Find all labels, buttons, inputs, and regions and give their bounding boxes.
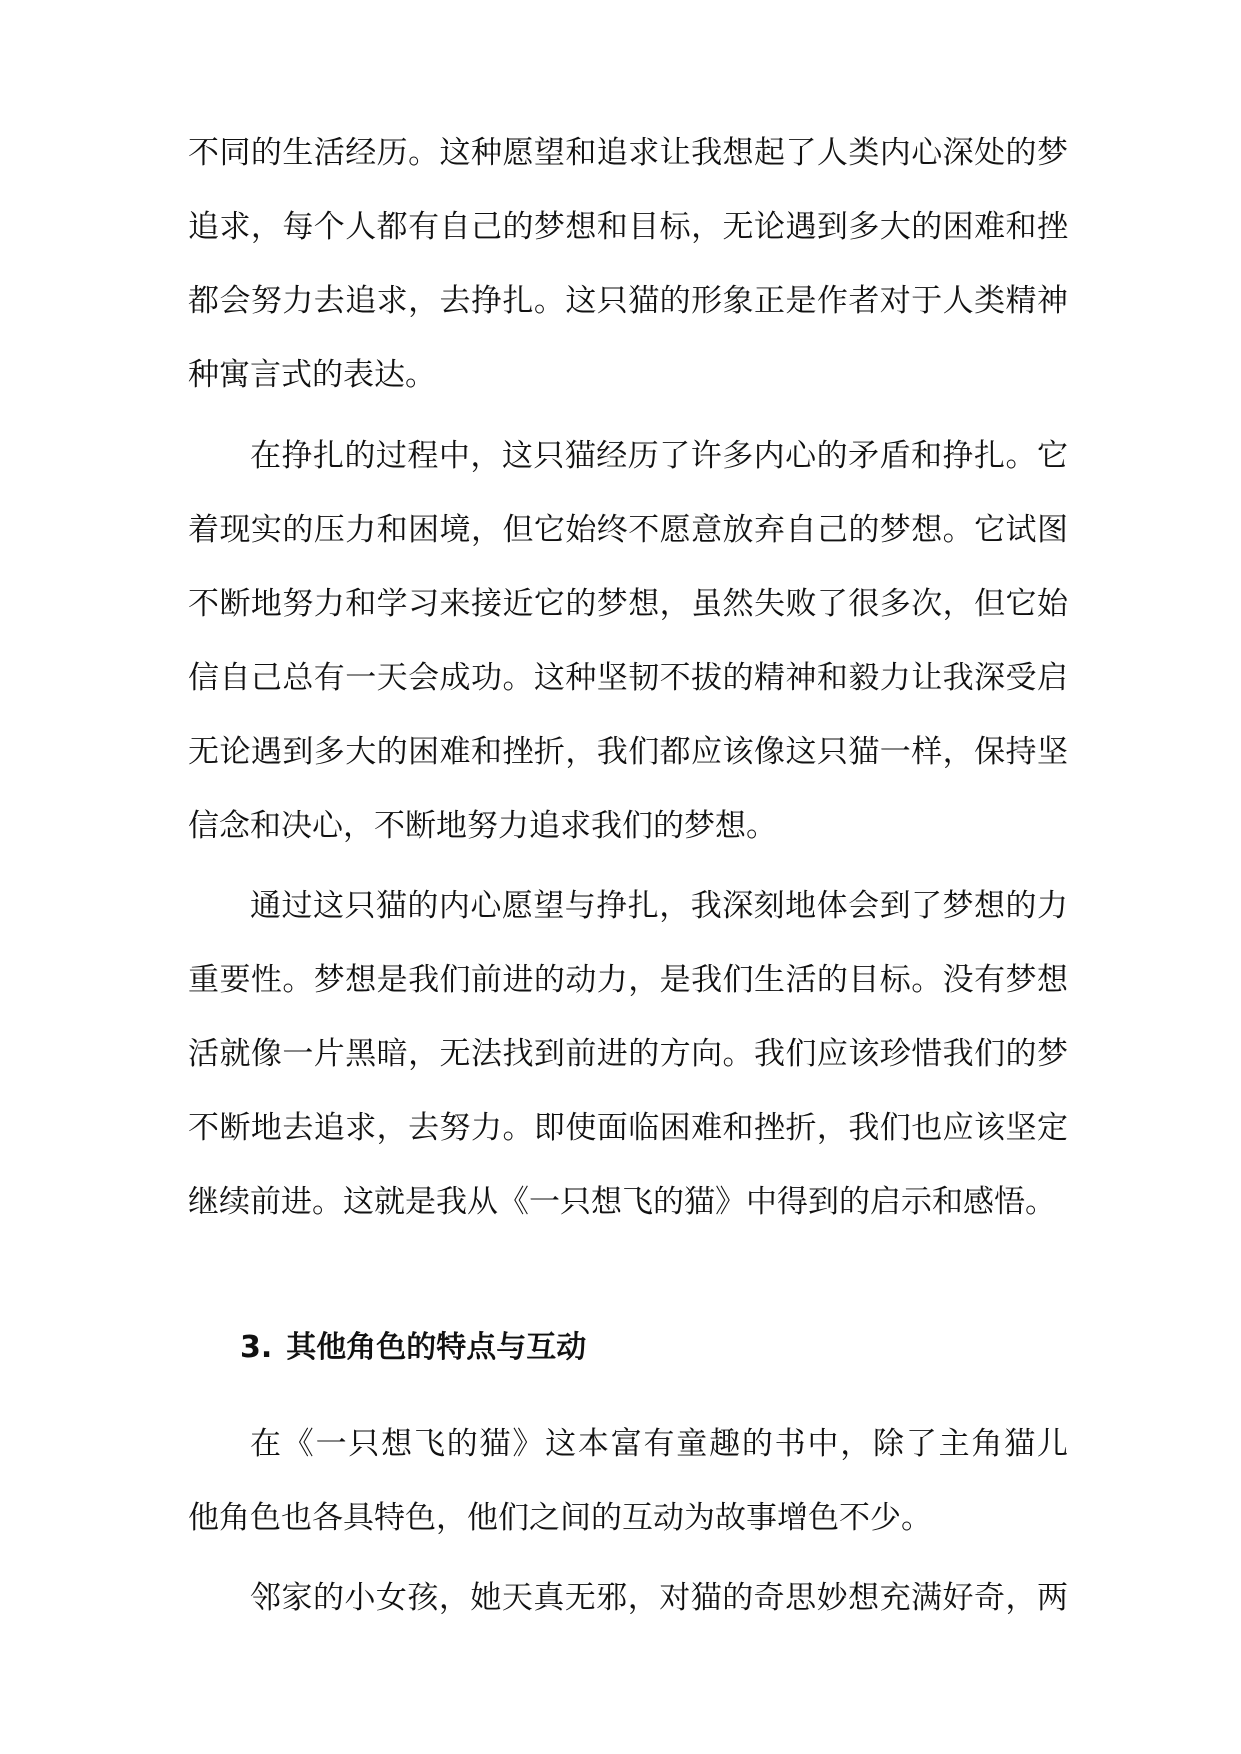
text-line: 不同的生活经历。这种愿望和追求让我想起了人类内心深处的梦 <box>188 135 1068 171</box>
text-line: 着现实的压力和困境，但它始终不愿意放弃自己的梦想。它试图 <box>188 512 1068 548</box>
text-line: 不断地努力和学习来接近它的梦想，虽然失败了很多次，但它始 <box>188 586 1068 622</box>
text-line: 重要性。梦想是我们前进的动力，是我们生活的目标。没有梦想 <box>188 962 1068 998</box>
section-heading <box>240 1318 586 1378</box>
text-line: 无论遇到多大的困难和挫折，我们都应该像这只猫一样，保持坚 <box>188 734 1068 770</box>
text-line: 都会努力去追求，去挣扎。这只猫的形象正是作者对于人类精神 <box>188 283 1068 319</box>
text-line: 他角色也各具特色，他们之间的互动为故事增色不少。 <box>188 1500 932 1536</box>
text-line: 信念和决心，不断地努力追求我们的梦想。 <box>188 808 777 844</box>
paragraph-first-line: 通过这只猫的内心愿望与挣扎，我深刻地体会到了梦想的力 <box>250 888 1068 924</box>
section-title: 其他角色的特点与互动 <box>286 1330 587 1365</box>
text-line: 信自己总有一天会成功。这种坚韧不拔的精神和毅力让我深受启 <box>188 660 1068 696</box>
text-line: 追求，每个人都有自己的梦想和目标，无论遇到多大的困难和挫 <box>188 209 1068 245</box>
text-line: 活就像一片黑暗，无法找到前进的方向。我们应该珍惜我们的梦 <box>188 1036 1068 1072</box>
paragraph-first-line: 在《一只想飞的猫》这本富有童趣的书中，除了主角猫儿 <box>250 1426 1068 1462</box>
paragraph-first-line: 邻家的小女孩，她天真无邪，对猫的奇思妙想充满好奇，两 <box>250 1580 1068 1616</box>
section-number: 3. <box>240 1330 273 1365</box>
text-line: 种寓言式的表达。 <box>188 357 436 393</box>
text-line: 不断地去追求，去努力。即使面临困难和挫折，我们也应该坚定 <box>188 1110 1068 1146</box>
paragraph-first-line: 在挣扎的过程中，这只猫经历了许多内心的矛盾和挣扎。它 <box>250 438 1068 474</box>
text-line: 继续前进。这就是我从《一只想飞的猫》中得到的启示和感悟。 <box>188 1184 1056 1220</box>
